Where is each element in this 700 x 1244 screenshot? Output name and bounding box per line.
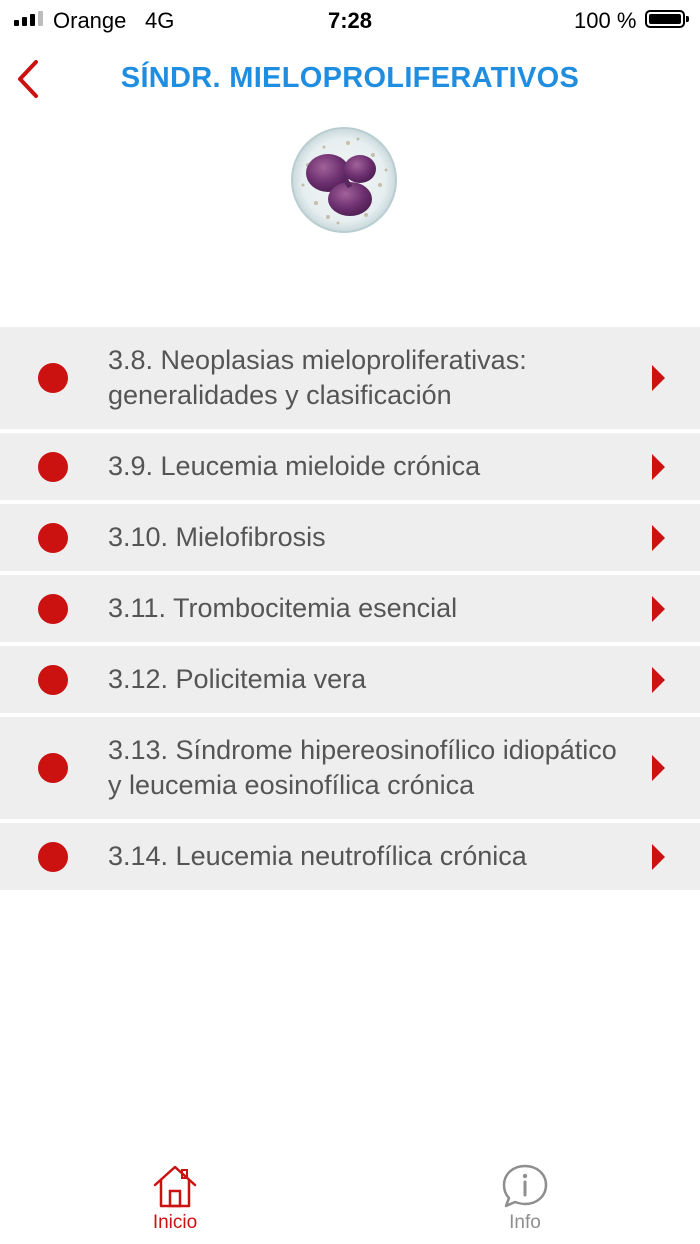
carrier-name: Orange (53, 8, 127, 33)
tab-info[interactable] (465, 1162, 585, 1234)
disclosure-arrow-icon (650, 753, 666, 783)
chevron-left-icon (10, 56, 50, 102)
list-item-label: 3.10. Mielofibrosis (108, 522, 326, 552)
disclosure-arrow-icon (650, 523, 666, 553)
bullet-dot-icon (38, 665, 68, 695)
tab-inicio-label: Inicio (152, 1212, 198, 1233)
list-item[interactable] (0, 823, 700, 890)
tab-info-label: Info (509, 1212, 541, 1233)
list-item-label: 3.12. Policitemia vera (108, 664, 367, 694)
bullet-dot-icon (38, 523, 68, 553)
list-item[interactable] (0, 646, 700, 713)
disclosure-arrow-icon (650, 594, 666, 624)
bullet-dot-icon (38, 452, 68, 482)
battery-percentage: 100 % (574, 8, 637, 33)
bullet-dot-icon (38, 842, 68, 872)
status-bar (0, 0, 700, 40)
navigation-bar (0, 40, 700, 120)
list-item-label: 3.8. Neoplasias mieloproliferativas: generalidades y clasificación (108, 345, 527, 410)
list-item[interactable] (0, 575, 700, 642)
tab-bar (0, 1150, 700, 1244)
neutrophil-cell-image (288, 125, 400, 235)
bullet-dot-icon (38, 594, 68, 624)
battery-icon (645, 10, 685, 28)
disclosure-arrow-icon (650, 363, 666, 393)
list-item-label: 3.9. Leucemia mieloide crónica (108, 451, 481, 481)
list-item-label: 3.11. Trombocitemia esencial (108, 593, 458, 623)
list-item-label: 3.13. Síndrome hipereosinofílico idiopático y leucemia eosinofílica crónica (108, 735, 617, 800)
list-item-label: 3.14. Leucemia neutrofílica crónica (108, 841, 527, 871)
tab-inicio[interactable] (115, 1162, 235, 1234)
disclosure-arrow-icon (650, 842, 666, 872)
disclosure-arrow-icon (650, 452, 666, 482)
network-type: 4G (145, 8, 175, 33)
disclosure-arrow-icon (650, 665, 666, 695)
list-item[interactable] (0, 504, 700, 571)
info-bubble-icon (500, 1162, 550, 1210)
home-icon (151, 1162, 199, 1210)
list-item[interactable] (0, 433, 700, 500)
list-item[interactable] (0, 717, 700, 819)
back-button[interactable] (10, 56, 50, 102)
chapter-list (0, 327, 700, 894)
bullet-dot-icon (38, 753, 68, 783)
clock: 7:28 (327, 8, 373, 33)
bullet-dot-icon (38, 363, 68, 393)
list-item[interactable] (0, 327, 700, 429)
page-title: SÍNDR. MIELOPROLIFERATIVOS (120, 62, 580, 94)
